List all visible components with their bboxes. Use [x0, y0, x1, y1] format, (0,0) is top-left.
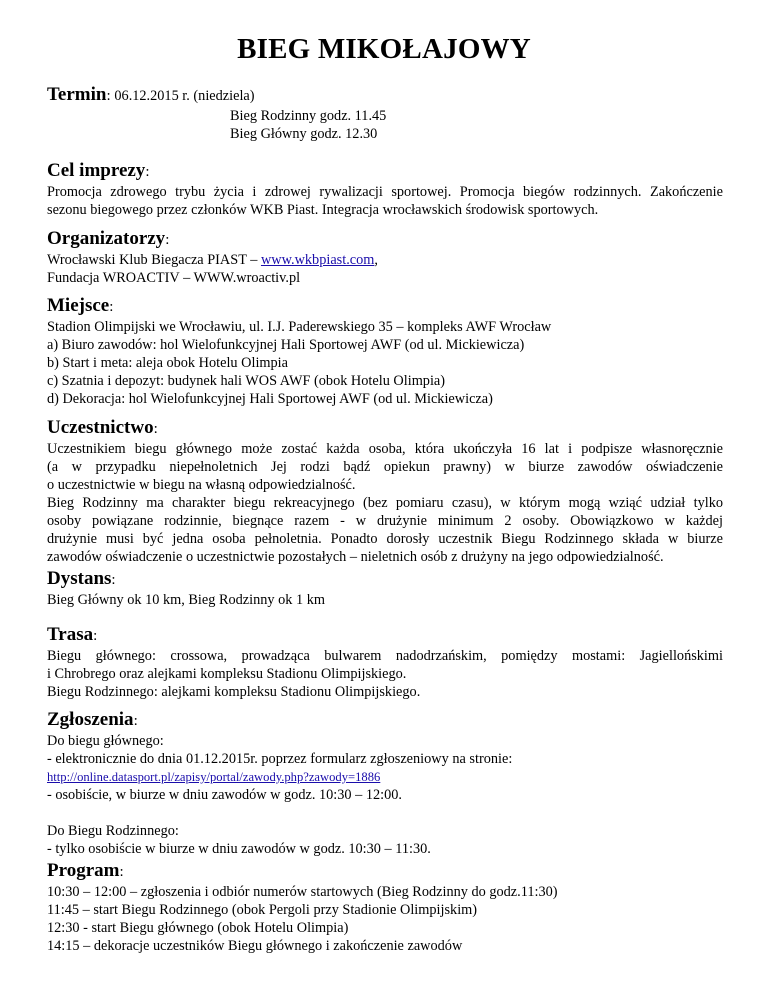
uczestnictwo-line: Uczestnikiem biegu głównego może zostać każda osoba, która ukończyła 16 lat i podpisze własnoręcznie [47, 441, 723, 457]
zgloszenia-heading: Zgłoszenia [47, 709, 134, 730]
program-heading: Program [47, 860, 120, 881]
program-text [47, 883, 723, 955]
wkbpiast-link[interactable]: www.wkbpiast.com [260, 252, 375, 268]
termin-time-rodzinny: Bieg Rodzinny godz. 11.45 [230, 108, 387, 124]
section-cel-imprezy [47, 160, 723, 219]
cel-line: sezonu biegowego przez członków WKB Piast. Integracja wrocławskich środowisk sportowych. [47, 202, 599, 218]
termin-times [47, 107, 723, 143]
zgloszenia-heading-row: Zgłoszenia: [47, 709, 138, 730]
organizatorzy-heading: Organizatorzy [47, 228, 166, 249]
miejsce-heading-row: Miejsce: [47, 295, 114, 316]
organizatorzy-text [47, 251, 723, 287]
uczestnictwo-line: Bieg Rodzinny ma charakter biegu rekreacyjnego (bez pomiaru czasu), w którym mogą wziąć udział tylko [47, 495, 723, 511]
dystans-line: Bieg Główny ok 10 km, Bieg Rodzinny ok 1 km [47, 592, 325, 608]
zgloszenia-link-line [47, 768, 723, 786]
uczestnictwo-heading: Uczestnictwo [47, 417, 154, 438]
miejsce-line: d) Dekoracja: hol Wielofunkcyjnej Hali Sportowej AWF (od ul. Mickiewicza) [47, 391, 493, 407]
section-uczestnictwo [47, 417, 723, 566]
dystans-text [47, 591, 723, 609]
section-organizatorzy [47, 228, 723, 287]
section-trasa [47, 624, 723, 701]
dystans-heading-row: Dystans: [47, 568, 116, 589]
uczestnictwo-text [47, 440, 723, 566]
trasa-text [47, 647, 723, 701]
zgloszenia-line: - osobiście, w biurze w dniu zawodów w godz. 10:30 – 12:00. [47, 787, 402, 803]
organizatorzy-heading-row: Organizatorzy: [47, 228, 170, 249]
uczestnictwo-line: drużynie musi być jedna osoba pełnoletnia. Ponadto dorosły uczestnik Biegu Rodzinnego składa w biurze [47, 531, 723, 547]
trasa-line: Biegu głównego: crossowa, prowadząca bulwarem nadodrzańskim, pomiędzy mostami: Jagiellońskimi [47, 648, 723, 664]
miejsce-line: a) Biuro zawodów: hol Wielofunkcyjnej Hali Sportowej AWF (od ul. Mickiewicza) [47, 337, 525, 353]
program-item: 11:45 – start Biegu Rodzinnego (obok Pergoli przy Stadionie Olimpijskim) [47, 902, 478, 918]
dystans-heading: Dystans [47, 568, 112, 589]
organizator-wroactiv: Fundacja WROACTIV – WWW.wroactiv.pl [47, 270, 301, 286]
zgloszenia-line: - tylko osobiście w biurze w dniu zawodów w godz. 10:30 – 11:30. [47, 841, 431, 857]
termin-time-glowny: Bieg Główny godz. 12.30 [230, 126, 378, 142]
miejsce-line: c) Szatnia i depozyt: budynek hali WOS AWF (obok Hotelu Olimpia) [47, 373, 446, 389]
trasa-heading-row: Trasa: [47, 624, 98, 645]
miejsce-heading: Miejsce [47, 295, 110, 316]
zgloszenia-text [47, 732, 723, 858]
cel-heading-row: Cel imprezy: [47, 160, 150, 181]
section-miejsce [47, 295, 723, 408]
organizator-piast: Wrocławski Klub Biegacza PIAST – www.wkbpiast.com, [47, 252, 378, 268]
section-program [47, 860, 723, 955]
program-item: 14:15 – dekoracje uczestników Biegu głównego i zakończenie zawodów [47, 938, 463, 954]
zgloszenia-line: - elektronicznie do dnia 01.12.2015r. poprzez formularz zgłoszeniowy na stronie: [47, 751, 513, 767]
zgloszenia-line: Do Biegu Rodzinnego: [47, 823, 179, 839]
miejsce-line: b) Start i meta: aleja obok Hotelu Olimpia [47, 355, 289, 371]
page-title: BIEG MIKOŁAJOWY [237, 33, 531, 65]
termin-date: 06.12.2015 r. (niedziela) [114, 88, 255, 104]
uczestnictwo-heading-row: Uczestnictwo: [47, 417, 158, 438]
section-zgloszenia [47, 709, 723, 858]
uczestnictwo-line: (a w przypadku niepełnoletnich Jej rodzi bądź opiekun prawny) w biurze zawodów oświadczenie [47, 459, 723, 475]
datasport-registration-link[interactable]: http://online.datasport.pl/zapisy/portal/zawody.php?zawody=1886 [47, 770, 381, 784]
cel-heading: Cel imprezy [47, 160, 146, 181]
cel-line: Promocja zdrowego trybu życia i zdrowej rywalizacji sportowej. Promocja biegów rodzinnych. Zakończenie [47, 184, 723, 200]
cel-text [47, 183, 723, 219]
uczestnictwo-line: zawodów oświadczenie o uczestnictwie pozostałych – nieletnich osób z drużyny na jego odpowiedzialność. [47, 549, 664, 565]
trasa-line: Biegu Rodzinnego: alejkami kompleksu Stadionu Olimpijskiego. [47, 684, 421, 700]
termin-heading-row: Termin: 06.12.2015 r. (niedziela) [47, 84, 255, 105]
section-dystans [47, 568, 723, 609]
termin-heading: Termin [47, 84, 107, 105]
trasa-line: i Chrobrego oraz alejkami kompleksu Stadionu Olimpijskiego. [47, 666, 407, 682]
section-termin [47, 84, 723, 143]
program-item: 10:30 – 12:00 – zgłoszenia i odbiór numerów startowych (Bieg Rodzinny do godz.11:30) [47, 884, 558, 900]
uczestnictwo-line: osoby powiązane rodzinnie, biegnące razem - w drużynie minimum 2 osoby. Obowiązkowo w każdej [47, 513, 723, 529]
miejsce-text [47, 318, 723, 408]
program-item: 12:30 - start Biegu głównego (obok Hotelu Olimpia) [47, 920, 349, 936]
trasa-heading: Trasa [47, 624, 94, 645]
zgloszenia-line: Do biegu głównego: [47, 733, 164, 749]
miejsce-line: Stadion Olimpijski we Wrocławiu, ul. I.J. Paderewskiego 35 – kompleks AWF Wrocław [47, 319, 552, 335]
program-heading-row: Program: [47, 860, 124, 881]
uczestnictwo-line: o uczestnictwie w biegu na własną odpowiedzialność. [47, 477, 356, 493]
